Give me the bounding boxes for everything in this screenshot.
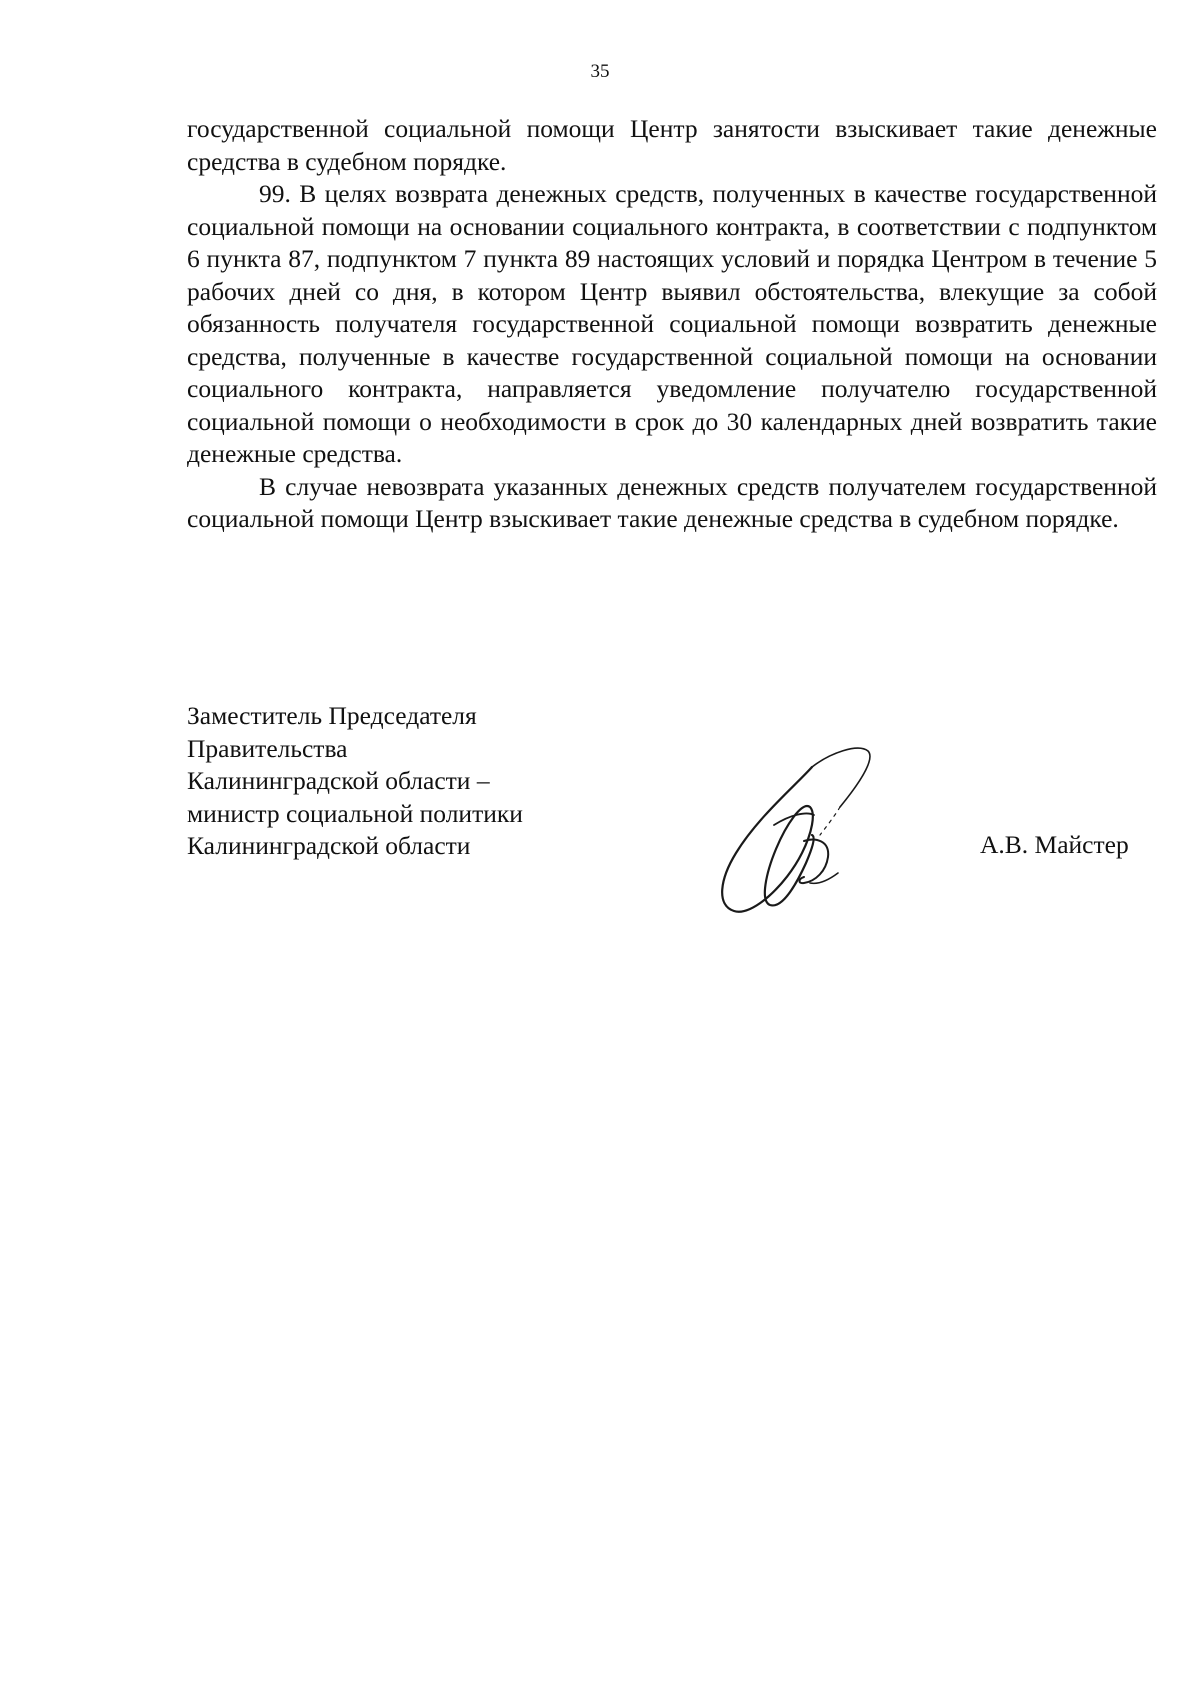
- page-number: 35: [590, 61, 610, 82]
- signatory-title-block: [187, 700, 667, 863]
- signatory-title-line: Заместитель Председателя: [187, 701, 477, 730]
- paragraph-99: 99. В целях возврата денежных средств, полученных в качестве государственной социальной помощи на основании социального контракта, в соответствии с подпунктом 6 пункта 87, подпунктом 7 пункта 89 настоящих условий и порядка Центром в течение 5 рабочих дней со дня, в котором Центр выявил обстоятельства, влекущие за собой обязанность получателя государственной социальной помощи возвратить денежные средства, полученные в качестве государственной социальной помощи на основании социального контракта, направляется уведомление получателю государственной социальной помощи о необходимости в срок до 30 календарных дней возвратить такие денежные средства.: [187, 179, 1157, 468]
- document-body: [187, 113, 1157, 536]
- signatory-title-line: Калининградской области: [187, 831, 471, 860]
- signatory-title-line: Калининградской области –: [187, 766, 490, 795]
- signatory-name: А.В. Майстер: [980, 830, 1129, 859]
- paragraph-continuation: государственной социальной помощи Центр занятости взыскивает такие денежные средства в судебном порядке.: [187, 114, 1157, 176]
- signatory-title-line: министр социальной политики: [187, 798, 523, 828]
- signatory-title-line: Правительства: [187, 733, 348, 763]
- paragraph-non-return: В случае невозврата указанных денежных средств получателем государственной социальной помощи Центр взыскивает такие денежные средства в судебном порядке.: [187, 471, 1157, 533]
- handwritten-signature: [700, 745, 900, 925]
